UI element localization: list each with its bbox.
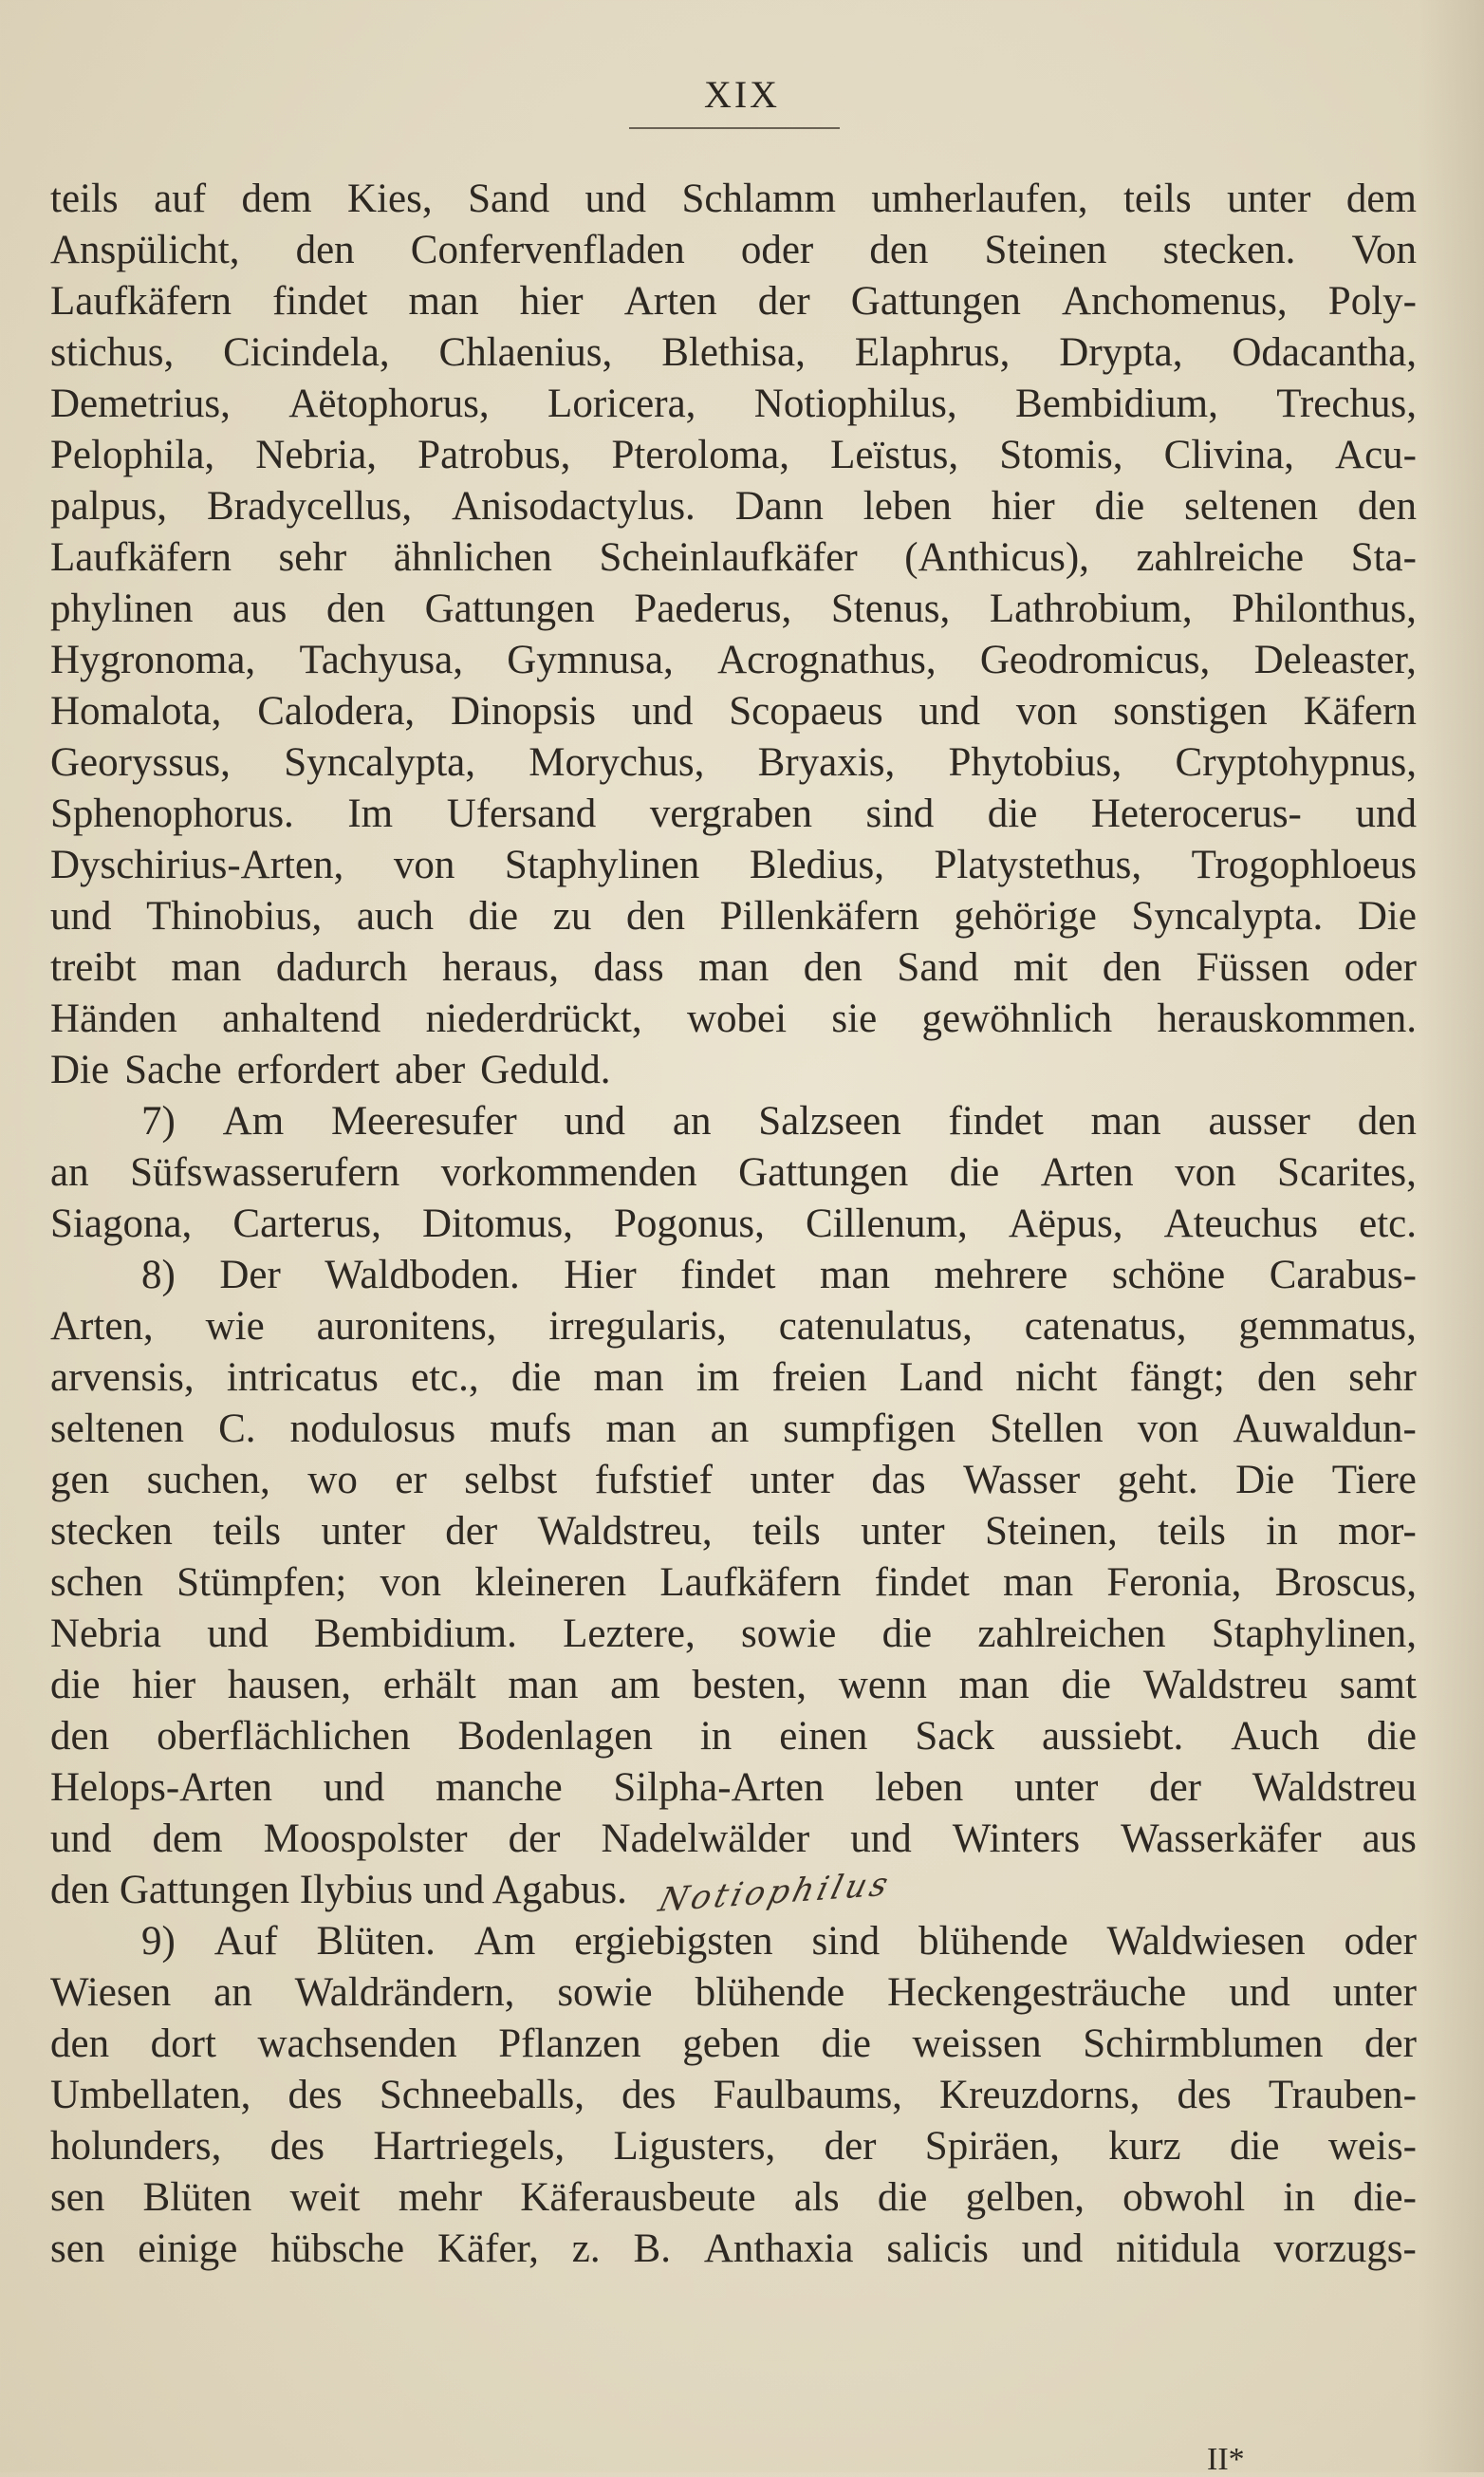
text-line: arvensis, intricatus etc., die man im freien Land nicht fängt; den sehr <box>50 1355 1417 1400</box>
signature-mark: II* <box>1207 2442 1245 2477</box>
text-line: und Thinobius, auch die zu den Pillenkäfern gehörige Syncalypta. Die <box>50 894 1417 939</box>
paragraph-9-start: 9) Auf Blüten. Am ergiebigsten sind blühende Waldwiesen oder <box>141 1919 1417 1964</box>
text-line: Hygronoma, Tachyusa, Gymnusa, Acrognathus, Geodromicus, Deleaster, <box>50 638 1417 682</box>
text-line: Sphenophorus. Im Ufersand vergraben sind die Heterocerus- und <box>50 792 1417 836</box>
text-line: Händen anhaltend niederdrückt, wobei sie gewöhnlich herauskommen. <box>50 996 1417 1041</box>
text-line: Dyschirius-Arten, von Staphylinen Bledius, Platystethus, Trogophloeus <box>50 843 1417 887</box>
text-line: stecken teils unter der Waldstreu, teils unter Steinen, teils in mor- <box>50 1509 1417 1554</box>
paragraph-7-start: 7) Am Meeresufer und an Salzseen findet man ausser den <box>141 1099 1417 1144</box>
text-line: Siagona, Carterus, Ditomus, Pogonus, Cillenum, Aëpus, Ateuchus etc. <box>50 1201 1417 1246</box>
text-line: schen Stümpfen; von kleineren Laufkäfern findet man Feronia, Broscus, <box>50 1560 1417 1605</box>
text-line: sen einige hübsche Käfer, z. B. Anthaxia salicis und nitidula vorzugs- <box>50 2226 1417 2271</box>
text-line: den oberflächlichen Bodenlagen in einen Sack aussiebt. Auch die <box>50 1714 1417 1759</box>
text-line: Pelophila, Nebria, Patrobus, Pteroloma, Leïstus, Stomis, Clivina, Acu- <box>50 433 1417 477</box>
text-line: teils auf dem Kies, Sand und Schlamm umherlaufen, teils unter dem <box>50 177 1417 221</box>
text-line: an Süfswasserufern vorkommenden Gattungen die Arten von Scarites, <box>50 1150 1417 1195</box>
text-line: den dort wachsenden Pflanzen geben die weissen Schirmblumen der <box>50 2021 1417 2066</box>
text-line: die hier hausen, erhält man am besten, wenn man die Waldstreu samt <box>50 1663 1417 1707</box>
text-line: Georyssus, Syncalypta, Morychus, Bryaxis, Phytobius, Cryptohypnus, <box>50 740 1417 785</box>
page-edge-shade <box>1418 0 1484 2472</box>
text-line: gen suchen, wo er selbst fufstief unter das Wasser geht. Die Tiere <box>50 1458 1417 1502</box>
text-line: Die Sache erfordert aber Geduld. <box>50 1048 611 1092</box>
handwritten-annotation: Notiophilus <box>655 1865 896 1920</box>
paragraph-8-start: 8) Der Waldboden. Hier findet man mehrere schöne Carabus- <box>141 1253 1417 1297</box>
text-line: phylinen aus den Gattungen Paederus, Stenus, Lathrobium, Philonthus, <box>50 587 1417 631</box>
page-number: XIX <box>703 73 781 116</box>
text-line: Umbellaten, des Schneeballs, des Faulbaums, Kreuzdorns, des Trauben- <box>50 2073 1417 2117</box>
text-line: treibt man dadurch heraus, dass man den Sand mit den Füssen oder <box>50 945 1417 990</box>
text-line: Nebria und Bembidium. Leztere, sowie die zahlreichen Staphylinen, <box>50 1611 1417 1656</box>
text-line: holunders, des Hartriegels, Ligusters, der Spiräen, kurz die weis- <box>50 2124 1417 2169</box>
text-line-with-annotation <box>50 1865 1417 1920</box>
header-rule <box>629 127 840 129</box>
text-line: Laufkäfern findet man hier Arten der Gattungen Anchomenus, Poly- <box>50 279 1417 324</box>
text-line: Demetrius, Aëtophorus, Loricera, Notiophilus, Bembidium, Trechus, <box>50 382 1417 426</box>
text-line: Arten, wie auronitens, irregularis, catenulatus, catenatus, gemmatus, <box>50 1304 1417 1349</box>
text-line: Wiesen an Waldrändern, sowie blühende Heckengesträuche und unter <box>50 1970 1417 2015</box>
body-text <box>50 174 1417 2275</box>
text-line: palpus, Bradycellus, Anisodactylus. Dann leben hier die seltenen den <box>50 484 1417 529</box>
text-line: Homalota, Calodera, Dinopsis und Scopaeus und von sonstigen Käfern <box>50 689 1417 734</box>
text-line: sen Blüten weit mehr Käferausbeute als die gelben, obwohl in die- <box>50 2175 1417 2220</box>
text-line: seltenen C. nodulosus mufs man an sumpfigen Stellen von Auwaldun- <box>50 1406 1417 1451</box>
text-line: Helops-Arten und manche Silpha-Arten leben unter der Waldstreu <box>50 1765 1417 1810</box>
text-line: Anspülicht, den Confervenfladen oder den Steinen stecken. Von <box>50 228 1417 272</box>
text-line: stichus, Cicindela, Chlaenius, Blethisa, Elaphrus, Drypta, Odacantha, <box>50 330 1417 375</box>
text-line: Laufkäfern sehr ähnlichen Scheinlaufkäfer (Anthicus), zahlreiche Sta- <box>50 535 1417 580</box>
text-line: den Gattungen Ilybius und Agabus. <box>50 1868 627 1912</box>
text-line: und dem Moospolster der Nadelwälder und Winters Wasserkäfer aus <box>50 1816 1417 1861</box>
